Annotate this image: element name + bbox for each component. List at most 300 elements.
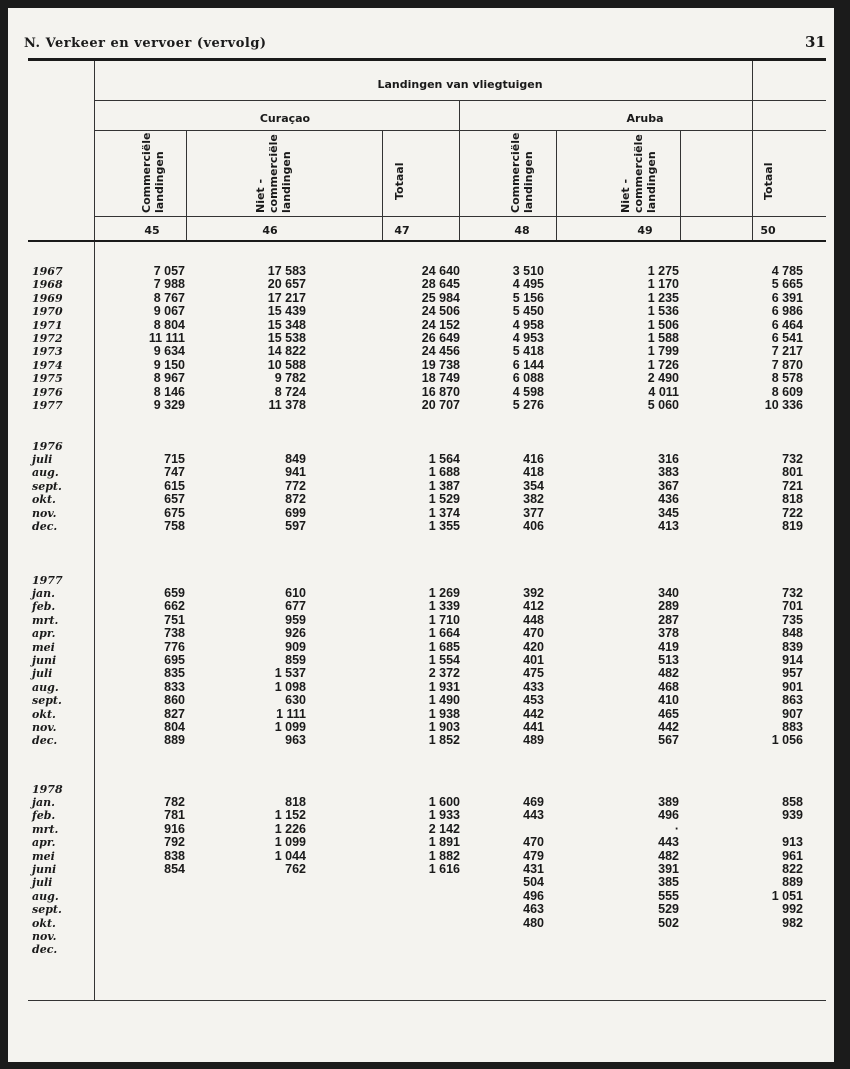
table-cell: 854	[164, 861, 185, 876]
column-header: Totaal	[393, 162, 406, 200]
row-label: apr.	[32, 627, 56, 641]
table-cell: 1 490	[428, 693, 460, 708]
table-cell: 15 348	[267, 317, 306, 332]
table-cell: 480	[523, 915, 544, 930]
table-cell: 5 450	[512, 304, 544, 319]
row-label: dec.	[32, 519, 58, 533]
table-cell: 715	[164, 452, 185, 466]
table-cell: 555	[658, 888, 679, 903]
table-cell: 6 986	[771, 304, 803, 319]
table-cell: 5 156	[512, 290, 544, 305]
table-cell: 420	[523, 639, 544, 654]
table-cell: 3 510	[512, 264, 544, 278]
table-cell: 732	[782, 452, 803, 466]
table-cell: 496	[658, 808, 679, 823]
table-cell: 859	[285, 652, 306, 667]
table-cell: 401	[523, 652, 544, 667]
row-label: 1968	[32, 278, 63, 292]
table-cell	[95, 943, 185, 956]
table-cell: 406	[523, 518, 544, 533]
table-cell: 701	[782, 599, 803, 614]
table-cell: 6 391	[771, 290, 803, 305]
table-cell: 662	[164, 599, 185, 614]
row-label: 1972	[32, 331, 63, 345]
column-number: 46	[262, 224, 278, 237]
table-cell: 11 111	[148, 330, 185, 345]
table-cell: 14 822	[267, 344, 306, 359]
table-cell: 287	[658, 612, 679, 627]
table-cell: 1 111	[276, 706, 306, 721]
table-cell: 776	[164, 639, 185, 654]
table-cell: 732	[782, 586, 803, 600]
table-cell: 1 799	[647, 344, 679, 359]
table-cell	[454, 823, 544, 836]
table-cell	[370, 876, 460, 889]
row-label: aug.	[32, 466, 59, 480]
table-cell: 8 967	[153, 371, 185, 386]
table-cell	[95, 876, 185, 889]
row-label: juli	[32, 876, 53, 890]
table-cell: 5 276	[512, 397, 544, 412]
table-cell: 389	[658, 795, 679, 809]
table-cell: 1 588	[647, 330, 679, 345]
table-cell: 1 506	[647, 317, 679, 332]
table-cell	[370, 917, 460, 930]
table-cell: 5 665	[771, 277, 803, 292]
row-label: aug.	[32, 889, 59, 903]
table-cell: 392	[523, 586, 544, 600]
row-label: dec.	[32, 734, 58, 748]
table-cell: 801	[782, 465, 803, 480]
table-cell: 441	[523, 719, 544, 734]
table-cell: 961	[782, 848, 803, 863]
row-labels	[32, 783, 63, 957]
column-header: Totaal	[762, 162, 775, 200]
table-cell: 848	[782, 626, 803, 641]
column-header: Niet - commerciële landingen	[254, 134, 293, 213]
table-cell: 959	[285, 612, 306, 627]
table-cell: 939	[782, 808, 803, 823]
table-cell: 6 088	[512, 371, 544, 386]
row-label: nov.	[32, 929, 57, 943]
table-cell: 6 541	[771, 330, 803, 345]
row-label: jan.	[32, 795, 55, 809]
table-cell: 354	[523, 478, 544, 493]
table-cell: 1 226	[274, 821, 306, 836]
table-cell: 860	[164, 693, 185, 708]
table-cell: 470	[523, 835, 544, 850]
column-number: 48	[514, 224, 530, 237]
row-label: nov.	[32, 506, 57, 520]
table-cell: 4 785	[771, 264, 803, 278]
section-title: N. Verkeer en vervoer (vervolg)	[24, 36, 267, 51]
table-cell: 10 336	[764, 397, 803, 412]
table-cell: 24 640	[421, 264, 460, 278]
table-cell	[216, 917, 306, 930]
table-cell: 463	[523, 902, 544, 917]
table-cell: 443	[523, 808, 544, 823]
table-cell: 413	[658, 518, 679, 533]
table-cell: 20 657	[267, 277, 306, 292]
value-column	[454, 453, 544, 533]
row-label: 1970	[32, 305, 63, 319]
value-column	[454, 265, 544, 412]
table-cell: 442	[523, 706, 544, 721]
table-cell: 695	[164, 652, 185, 667]
value-column	[713, 265, 803, 412]
table-cell: 1 170	[647, 277, 679, 292]
table-cell: 818	[285, 795, 306, 809]
table-cell: 453	[523, 693, 544, 708]
table-cell: 412	[523, 599, 544, 614]
table-cell: 833	[164, 679, 185, 694]
colnum-rule	[94, 216, 826, 217]
table-cell: 1 685	[428, 639, 460, 654]
table-cell: 4 495	[512, 277, 544, 292]
value-column	[216, 453, 306, 533]
title-rule	[94, 100, 826, 101]
table-cell: 17 583	[267, 264, 306, 278]
table-cell: 751	[164, 612, 185, 627]
table-cell: 513	[658, 652, 679, 667]
table-cell: 1 536	[647, 304, 679, 319]
table-cell: 8 767	[153, 290, 185, 305]
group-rule	[94, 130, 826, 131]
row-label: 1973	[32, 345, 63, 359]
table-cell: 941	[285, 465, 306, 480]
table-cell: 2 142	[428, 821, 460, 836]
table-cell: 5 060	[647, 397, 679, 412]
table-cell: 675	[164, 505, 185, 520]
row-labels	[32, 440, 63, 534]
table-cell: 382	[523, 492, 544, 507]
table-cell: 1 044	[274, 848, 306, 863]
table-cell: 889	[164, 733, 185, 748]
row-label: nov.	[32, 720, 57, 734]
table-cell: 502	[658, 915, 679, 930]
table-cell: 7 870	[771, 357, 803, 372]
table-cell: 1 564	[428, 452, 460, 466]
table-cell: 475	[523, 666, 544, 681]
table-cell: 482	[658, 666, 679, 681]
value-column	[589, 265, 679, 412]
table-cell: 1 600	[428, 795, 460, 809]
table-cell: 1 099	[274, 835, 306, 850]
table-cell: 16 870	[421, 384, 460, 399]
section-year: 1976	[32, 439, 63, 453]
table-cell	[713, 930, 803, 943]
column-number: 50	[760, 224, 776, 237]
table-cell: 419	[658, 639, 679, 654]
row-label: juli	[32, 667, 53, 681]
value-column	[589, 587, 679, 748]
table-cell	[370, 890, 460, 903]
table-cell: 762	[285, 861, 306, 876]
table-cell: 4 011	[648, 384, 679, 399]
table-cell: 677	[285, 599, 306, 614]
table-cell: 418	[523, 465, 544, 480]
table-cell: 615	[164, 478, 185, 493]
table-cell: 630	[285, 693, 306, 708]
table-cell: ·	[674, 821, 679, 836]
table-cell: 963	[285, 733, 306, 748]
table-cell: 838	[164, 848, 185, 863]
table-cell: 469	[523, 795, 544, 809]
table-cell: 489	[523, 733, 544, 748]
table-cell: 1 852	[428, 733, 460, 748]
table-cell: 907	[782, 706, 803, 721]
table-cell: 8 804	[153, 317, 185, 332]
table-cell: 26 649	[421, 330, 460, 345]
table-cell: 913	[782, 835, 803, 850]
table-cell: 722	[782, 505, 803, 520]
table-cell: 436	[658, 492, 679, 507]
table-cell: 1 903	[428, 719, 460, 734]
header-rule	[28, 58, 826, 61]
row-label: sept.	[32, 903, 62, 917]
group-divider	[459, 100, 460, 240]
row-label: 1974	[32, 358, 63, 372]
table-cell: 479	[523, 848, 544, 863]
table-cell: 992	[782, 902, 803, 917]
table-cell: 1 355	[428, 518, 460, 533]
table-cell: 1 664	[428, 626, 460, 641]
col-divider	[556, 130, 557, 240]
table-cell: 482	[658, 848, 679, 863]
table-title: Landingen van vliegtuigen	[377, 78, 543, 91]
table-cell: 835	[164, 666, 185, 681]
table-cell: 1 099	[274, 719, 306, 734]
column-header: Niet - commerciële landingen	[619, 134, 658, 213]
row-label: okt.	[32, 493, 56, 507]
table-cell: 597	[285, 518, 306, 533]
row-label: 1971	[32, 318, 63, 332]
table-cell: 1 374	[428, 505, 460, 520]
table-cell	[216, 903, 306, 916]
table-cell: 2 372	[428, 666, 460, 681]
table-cell: 1 616	[428, 861, 460, 876]
table-cell: 782	[164, 795, 185, 809]
table-cell: 1 882	[428, 848, 460, 863]
table-cell: 1 387	[428, 478, 460, 493]
table-cell: 25 984	[421, 290, 460, 305]
row-label: feb.	[32, 600, 56, 614]
table-cell: 8 578	[771, 371, 803, 386]
table-cell: 1 931	[428, 679, 460, 694]
table-cell: 1 269	[428, 586, 460, 600]
table-cell	[713, 823, 803, 836]
table-cell: 289	[658, 599, 679, 614]
table-cell: 15 538	[267, 330, 306, 345]
table-cell	[216, 943, 306, 956]
table-cell	[370, 943, 460, 956]
table-cell: 738	[164, 626, 185, 641]
row-label: 1977	[32, 398, 63, 412]
row-label: mrt.	[32, 613, 59, 627]
row-labels	[32, 265, 63, 412]
row-label: juni	[32, 862, 57, 876]
table-cell: 18 749	[421, 371, 460, 386]
value-column	[95, 453, 185, 533]
table-cell: 504	[523, 875, 544, 890]
table-cell: 1 152	[274, 808, 306, 823]
row-label: 1967	[32, 265, 63, 278]
table-cell: 10 588	[267, 357, 306, 372]
table-cell: 747	[164, 465, 185, 480]
value-column	[370, 265, 460, 412]
value-column	[713, 796, 803, 957]
row-label: mrt.	[32, 822, 59, 836]
table-cell: 772	[285, 478, 306, 493]
row-label: juni	[32, 653, 57, 667]
table-cell: 822	[782, 861, 803, 876]
table-cell: 610	[285, 586, 306, 600]
column-number: 45	[144, 224, 160, 237]
row-label: 1976	[32, 385, 63, 399]
table-cell: 4 953	[512, 330, 544, 345]
table-cell	[95, 890, 185, 903]
table-cell: 818	[782, 492, 803, 507]
table-cell: 657	[164, 492, 185, 507]
table-cell	[713, 943, 803, 956]
table-cell: 340	[658, 586, 679, 600]
table-cell: 4 958	[512, 317, 544, 332]
table-cell: 6 464	[771, 317, 803, 332]
value-column	[454, 796, 544, 957]
column-header: Commerciële landingen	[509, 132, 535, 213]
header-bottom-rule	[28, 240, 826, 242]
table-cell: 7 217	[771, 344, 803, 359]
value-column	[370, 587, 460, 748]
table-cell: 567	[658, 733, 679, 748]
table-cell: 1 554	[428, 652, 460, 667]
col-divider	[186, 130, 187, 240]
table-cell	[95, 930, 185, 943]
value-column	[95, 587, 185, 748]
table-cell: 468	[658, 679, 679, 694]
table-cell: 4 598	[512, 384, 544, 399]
row-label: okt.	[32, 916, 56, 930]
table-cell: 377	[523, 505, 544, 520]
table-cell	[95, 917, 185, 930]
row-label: dec.	[32, 943, 58, 957]
group-aruba: Aruba	[626, 112, 664, 125]
table-cell: 792	[164, 835, 185, 850]
table-cell: 1 938	[428, 706, 460, 721]
table-cell: 496	[523, 888, 544, 903]
table-cell: 24 456	[421, 344, 460, 359]
row-label: mei	[32, 849, 55, 863]
value-column	[370, 453, 460, 533]
row-labels	[32, 574, 63, 748]
table-cell: 416	[523, 452, 544, 466]
table-cell	[370, 930, 460, 943]
column-number: 47	[394, 224, 410, 237]
table-cell: 11 378	[268, 397, 306, 412]
value-column	[370, 796, 460, 957]
table-cell: 431	[523, 861, 544, 876]
table-cell: 781	[164, 808, 185, 823]
table-cell: 24 152	[421, 317, 460, 332]
row-label: 1969	[32, 291, 63, 305]
table-cell: 1 710	[428, 612, 460, 627]
table-cell: 909	[285, 639, 306, 654]
table-cell: 1 235	[647, 290, 679, 305]
table-cell	[454, 943, 544, 956]
table-cell: 465	[658, 706, 679, 721]
table-cell: 9 067	[153, 304, 185, 319]
table-cell: 1 891	[428, 835, 460, 850]
table-cell	[216, 930, 306, 943]
table-cell: 367	[658, 478, 679, 493]
row-label: juli	[32, 452, 53, 466]
table-cell: 383	[658, 465, 679, 480]
section-year: 1978	[32, 782, 63, 796]
table-cell: 819	[782, 518, 803, 533]
row-label: apr.	[32, 836, 56, 850]
table-cell: 982	[782, 915, 803, 930]
section-year: 1977	[32, 573, 63, 587]
table-cell: 1 275	[647, 264, 679, 278]
table-cell: 2 490	[647, 371, 679, 386]
table-cell: 858	[782, 795, 803, 809]
table-cell: 901	[782, 679, 803, 694]
table-cell: 735	[782, 612, 803, 627]
table-cell: 385	[658, 875, 679, 890]
table-cell: 758	[164, 518, 185, 533]
col-divider	[680, 130, 681, 240]
table-cell: 889	[782, 875, 803, 890]
table-cell: 24 506	[421, 304, 460, 319]
table-cell: 5 418	[512, 344, 544, 359]
table-cell: 7 057	[153, 264, 185, 278]
table-cell: 1 339	[428, 599, 460, 614]
table-cell: 448	[523, 612, 544, 627]
table-cell: 839	[782, 639, 803, 654]
row-label: aug.	[32, 680, 59, 694]
table-cell: 721	[782, 478, 803, 493]
column-number: 49	[637, 224, 653, 237]
table-cell: 1 056	[771, 733, 803, 748]
table-cell: 15 439	[267, 304, 306, 319]
table-cell: 1 688	[428, 465, 460, 480]
table-cell: 443	[658, 835, 679, 850]
table-cell: 378	[658, 626, 679, 641]
table-cell: 17 217	[267, 290, 306, 305]
table-cell: 827	[164, 706, 185, 721]
row-label: feb.	[32, 809, 56, 823]
table-cell: 9 329	[153, 397, 185, 412]
table-cell: 1 098	[274, 679, 306, 694]
table-cell: 6 144	[512, 357, 544, 372]
table-cell: 529	[658, 902, 679, 917]
table-cell: 883	[782, 719, 803, 734]
value-column	[95, 796, 185, 957]
row-label: sept.	[32, 479, 62, 493]
table-cell	[216, 876, 306, 889]
table-cell	[95, 903, 185, 916]
value-column	[713, 587, 803, 748]
table-cell: 9 150	[153, 357, 185, 372]
table-cell: 804	[164, 719, 185, 734]
table-cell: 849	[285, 452, 306, 466]
row-label: okt.	[32, 707, 56, 721]
table-cell	[370, 903, 460, 916]
table-cell: 1 933	[428, 808, 460, 823]
table-cell	[589, 930, 679, 943]
table-cell: 19 738	[421, 357, 460, 372]
table-cell: 659	[164, 586, 185, 600]
